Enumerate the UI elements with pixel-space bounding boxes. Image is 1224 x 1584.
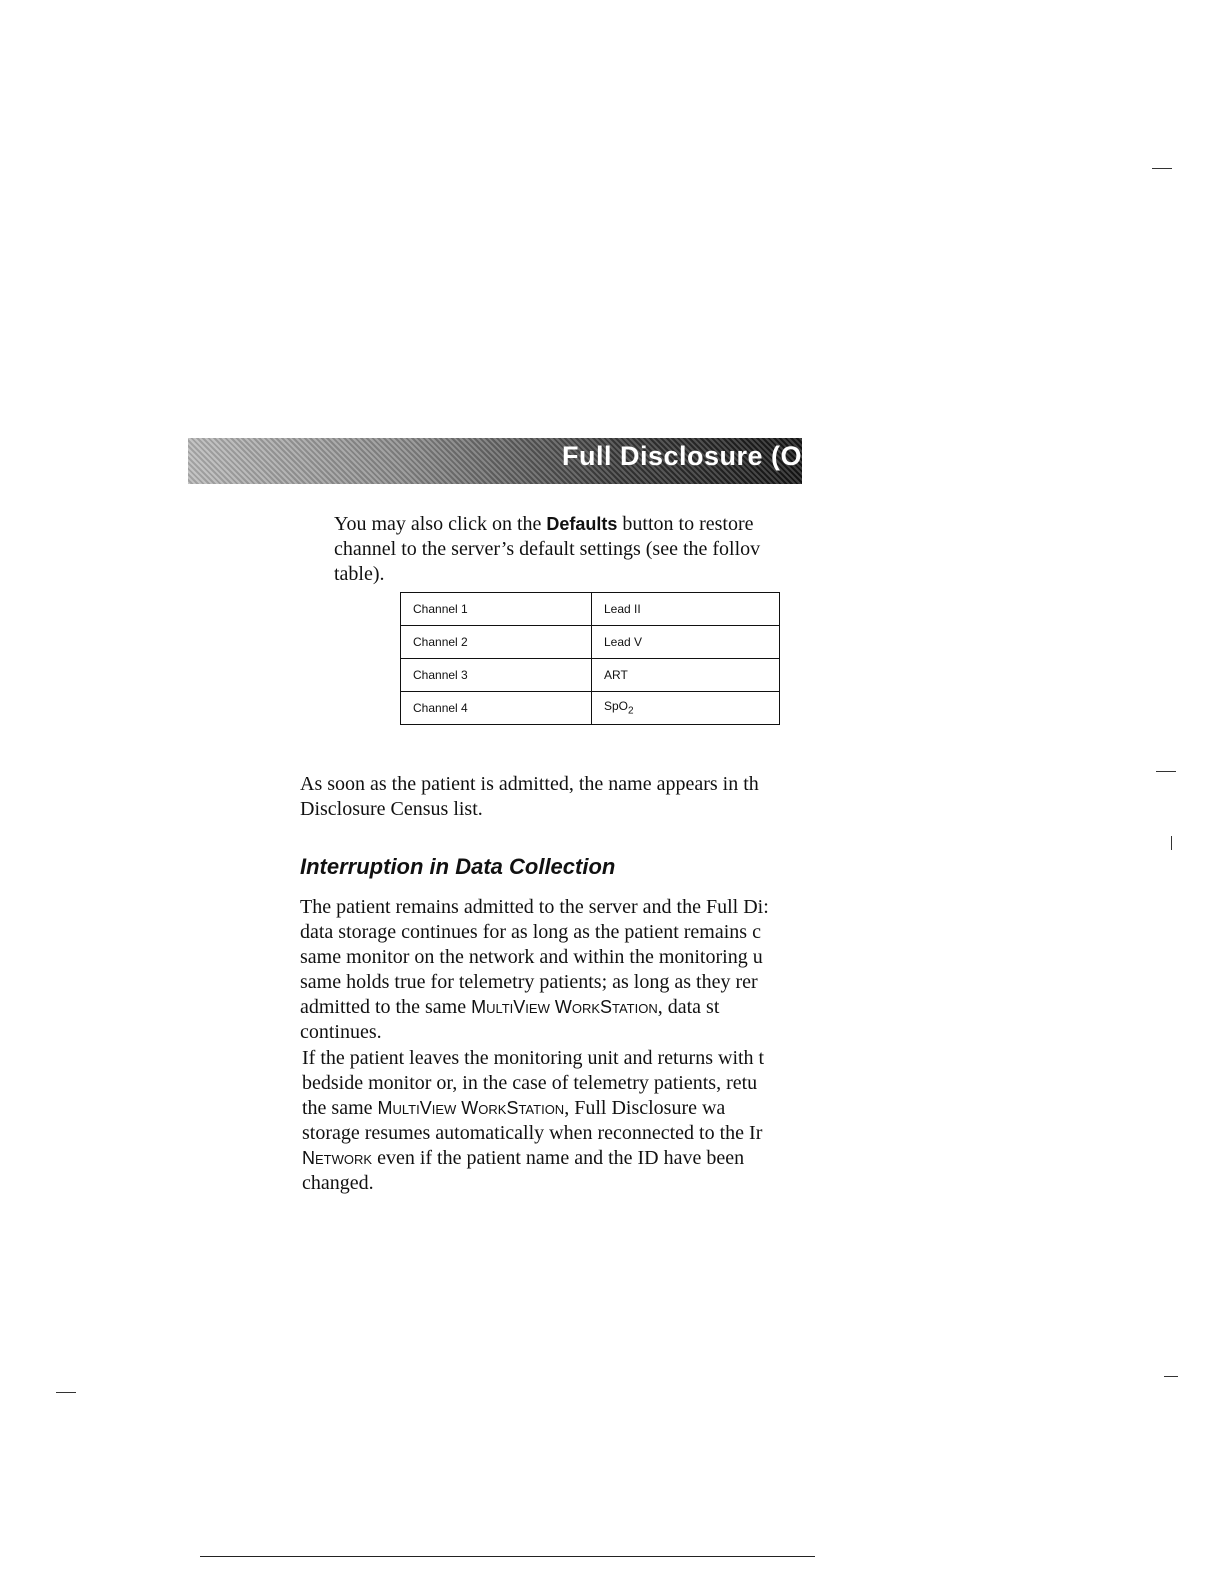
channel-cell: Channel 1 <box>401 593 592 626</box>
scan-mark <box>56 1392 76 1393</box>
p3-line-5 <box>302 1146 808 1171</box>
intro-line-2: channel to the server’s default settings (see the follov <box>334 538 761 560</box>
default-channels-table <box>400 592 780 725</box>
channel-cell: Channel 4 <box>401 692 592 725</box>
scan-mark <box>1152 168 1172 169</box>
table-row <box>401 626 780 659</box>
footer-rule <box>200 1556 815 1557</box>
admit-line-2: Disclosure Census list. <box>300 798 483 820</box>
p2-line-5-end: , data st <box>657 996 720 1018</box>
intro-paragraph <box>334 512 804 587</box>
p3-line-1: If the patient leaves the monitoring unit and returns with t <box>302 1047 765 1069</box>
intro-line-1-start: You may also click on the <box>334 513 547 535</box>
signal-cell: Lead V <box>592 626 780 659</box>
p3-line-3-start: the same <box>302 1097 378 1119</box>
channel-cell: Channel 3 <box>401 659 592 692</box>
table-row <box>401 692 780 725</box>
chapter-banner <box>188 438 802 484</box>
p2-line-3: same monitor on the network and within the monitoring u <box>300 946 763 968</box>
scan-mark <box>1156 771 1176 772</box>
admit-line-1: As soon as the patient is admitted, the name appears in th <box>300 773 759 795</box>
product-name: MultiView WorkStation <box>471 997 658 1017</box>
p2-line-5-start: admitted to the same <box>300 996 472 1018</box>
signal-cell <box>592 692 780 725</box>
p3-line-6: changed. <box>302 1172 374 1194</box>
interruption-paragraph-2 <box>302 1046 808 1196</box>
scan-mark <box>1164 1376 1178 1377</box>
p2-line-6: continues. <box>300 1021 382 1043</box>
intro-line-1-end: button to restore <box>617 513 754 535</box>
p2-line-4: same holds true for telemetry patients; as long as they rer <box>300 971 758 993</box>
admit-paragraph <box>300 772 806 822</box>
table-row <box>401 659 780 692</box>
p3-line-4: storage resumes automatically when reconnected to the Ir <box>302 1122 763 1144</box>
p3-line-3-end: , Full Disclosure wa <box>564 1097 726 1119</box>
product-name: MultiView WorkStation <box>377 1098 565 1118</box>
channel-cell: Channel 2 <box>401 626 592 659</box>
p3-line-3 <box>302 1096 808 1121</box>
network-name: Network <box>302 1148 373 1168</box>
chapter-title: Full Disclosure (O <box>561 441 802 471</box>
defaults-button-reference: Defaults <box>546 514 618 534</box>
intro-line-3: table). <box>334 563 385 585</box>
table-row <box>401 593 780 626</box>
signal-cell: Lead II <box>592 593 780 626</box>
section-heading: Interruption in Data Collection <box>300 854 616 879</box>
signal-cell: ART <box>592 659 780 692</box>
p2-line-5 <box>300 995 808 1020</box>
interruption-paragraph-1 <box>300 895 808 1045</box>
signal-subscript: 2 <box>628 705 634 717</box>
p2-line-1: The patient remains admitted to the server and the Full Di: <box>300 896 769 918</box>
p2-line-2: data storage continues for as long as the patient remains c <box>300 921 761 943</box>
p3-line-5-end: even if the patient name and the ID have been <box>372 1147 745 1169</box>
scan-mark <box>1171 836 1172 850</box>
signal-main: SpO <box>604 699 629 714</box>
intro-line-1 <box>334 512 804 537</box>
p3-line-2: bedside monitor or, in the case of telemetry patients, retu <box>302 1072 758 1094</box>
